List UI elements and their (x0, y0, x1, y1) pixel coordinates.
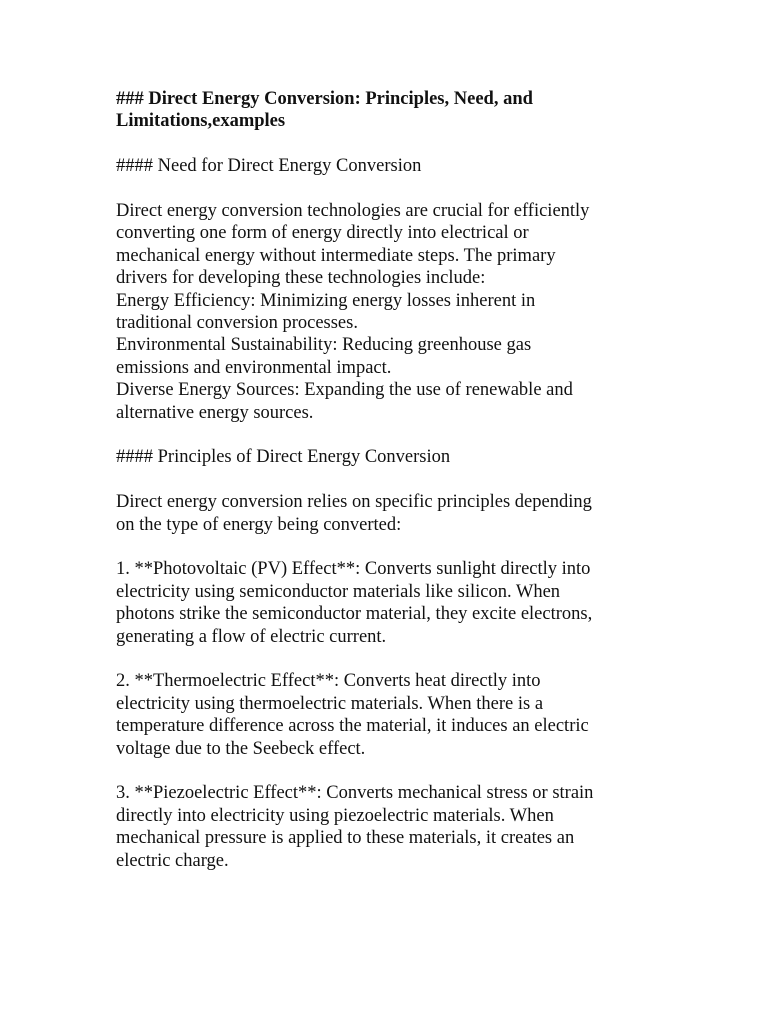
paragraph-line: emissions and environmental impact. (116, 357, 392, 378)
paragraph-line: directly into electricity using piezoelectric materials. When (116, 805, 554, 826)
principle-item-piezoelectric (116, 782, 664, 872)
paragraph-line: electricity using semiconductor materials like silicon. When (116, 581, 561, 602)
principle-item-thermoelectric (116, 670, 664, 760)
document-title (116, 88, 664, 133)
paragraph-line: converting one form of energy directly into electrical or (116, 223, 529, 244)
paragraph-line: temperature difference across the material, it induces an electric (116, 716, 589, 737)
paragraph-line: alternative energy sources. (116, 402, 314, 423)
paragraph-line: voltage due to the Seebeck effect. (116, 738, 366, 759)
paragraph-line: 3. **Piezoelectric Effect**: Converts mechanical stress or strain (116, 783, 594, 804)
paragraph-line: generating a flow of electric current. (116, 626, 387, 647)
section-principles-heading: #### Principles of Direct Energy Conversion (116, 447, 451, 468)
paragraph-line: Energy Efficiency: Minimizing energy losses inherent in (116, 290, 536, 311)
paragraph-line: 1. **Photovoltaic (PV) Effect**: Converts sunlight directly into (116, 559, 591, 580)
principle-item-photovoltaic (116, 558, 664, 648)
paragraph-line: Direct energy conversion technologies are crucial for efficiently (116, 201, 590, 221)
section-principles-intro (116, 491, 664, 536)
document-page (116, 88, 664, 872)
paragraph-line: Diverse Energy Sources: Expanding the use of renewable and (116, 380, 573, 401)
paragraph-line: electricity using thermoelectric materials. When there is a (116, 693, 544, 714)
paragraph-line: drivers for developing these technologies include: (116, 268, 486, 289)
title-line: ### Direct Energy Conversion: Principles, Need, and (116, 89, 533, 109)
paragraph-line: traditional conversion processes. (116, 313, 358, 334)
paragraph-line: on the type of energy being converted: (116, 514, 402, 535)
section-need-paragraph (116, 200, 664, 424)
paragraph-line: 2. **Thermoelectric Effect**: Converts heat directly into (116, 671, 541, 692)
paragraph-line: mechanical pressure is applied to these materials, it creates an (116, 828, 575, 849)
title-line: Limitations,examples (116, 111, 286, 132)
paragraph-line: photons strike the semiconductor material, they excite electrons, (116, 604, 593, 625)
paragraph-line: Environmental Sustainability: Reducing greenhouse gas (116, 335, 532, 356)
section-need-heading: #### Need for Direct Energy Conversion (116, 156, 422, 177)
paragraph-line: electric charge. (116, 850, 229, 871)
paragraph-line: mechanical energy without intermediate steps. The primary (116, 245, 556, 266)
paragraph-line: Direct energy conversion relies on specific principles depending (116, 492, 592, 513)
